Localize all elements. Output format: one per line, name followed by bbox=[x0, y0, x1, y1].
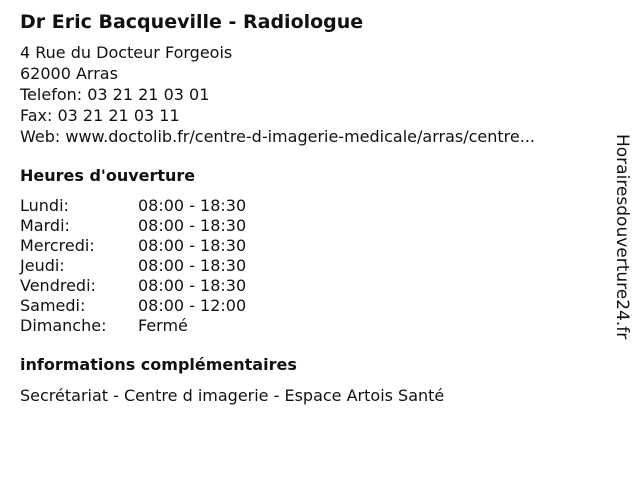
fax-number: Fax: 03 21 21 03 11 bbox=[20, 106, 180, 125]
day-label: Dimanche: bbox=[20, 316, 107, 335]
hours-row bbox=[20, 216, 246, 236]
opening-hours-heading: Heures d'ouverture bbox=[20, 166, 196, 185]
phone-number: Telefon: 03 21 21 03 01 bbox=[20, 85, 210, 104]
side-brand-text: Horairesdouverture24.fr bbox=[612, 134, 632, 340]
additional-info-heading: informations complémentaires bbox=[20, 355, 297, 374]
day-label: Lundi: bbox=[20, 196, 69, 215]
hours-row bbox=[20, 256, 246, 276]
side-brand-watermark bbox=[612, 134, 632, 374]
day-label: Jeudi: bbox=[20, 256, 65, 275]
day-label: Mercredi: bbox=[20, 236, 95, 255]
day-label: Samedi: bbox=[20, 296, 86, 315]
business-card bbox=[20, 10, 600, 406]
day-label: Mardi: bbox=[20, 216, 70, 235]
website-link[interactable]: Web: www.doctolib.fr/centre-d-imagerie-medicale/arras/centre... bbox=[20, 127, 535, 146]
hours-row bbox=[20, 296, 246, 316]
time-range: 08:00 - 12:00 bbox=[138, 296, 247, 315]
hours-row bbox=[20, 196, 246, 216]
hours-row bbox=[20, 236, 246, 256]
hours-row bbox=[20, 316, 246, 336]
time-range: 08:00 - 18:30 bbox=[138, 216, 247, 235]
day-label: Vendredi: bbox=[20, 276, 96, 295]
time-range: 08:00 - 18:30 bbox=[138, 236, 247, 255]
street-address: 4 Rue du Docteur Forgeois bbox=[20, 43, 233, 62]
additional-info-text: Secrétariat - Centre d imagerie - Espace Artois Santé bbox=[20, 386, 445, 405]
city-postcode: 62000 Arras bbox=[20, 64, 118, 83]
time-range: 08:00 - 18:30 bbox=[138, 196, 247, 215]
time-range: Fermé bbox=[138, 316, 188, 335]
opening-hours-table bbox=[20, 196, 246, 336]
address-block bbox=[20, 42, 600, 147]
time-range: 08:00 - 18:30 bbox=[138, 256, 247, 275]
page-title: Dr Eric Bacqueville - Radiologue bbox=[20, 11, 364, 33]
hours-row bbox=[20, 276, 246, 296]
time-range: 08:00 - 18:30 bbox=[138, 276, 247, 295]
